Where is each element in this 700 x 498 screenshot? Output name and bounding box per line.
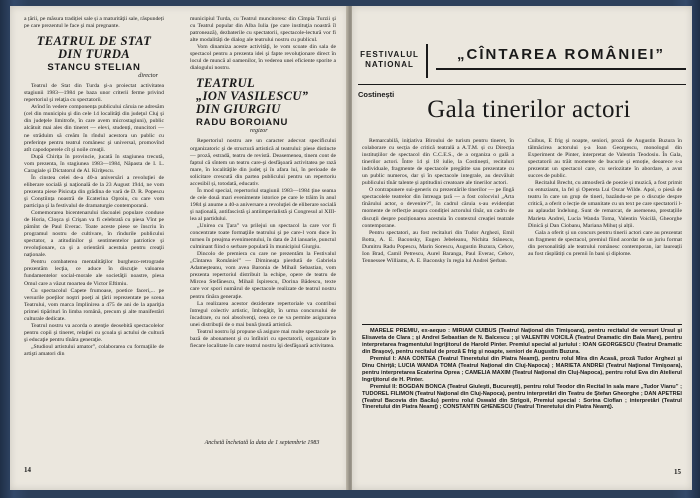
article2-author: RADU BOROIANU [196, 117, 289, 129]
survey-footnote: Anchetă încheiată la data de 1 septembrie 1983 [204, 440, 320, 446]
city-label: Costinești [358, 90, 395, 99]
intro-text: a țării, pe măsura tradiției sale și a maturităţii sale, răspundeți pe care prezentul le face şi mai pregnante. [24, 16, 164, 30]
article1-paragraph: În cinstea celei de-a 40-a aniversări a revoluţiei de eliberare socială şi naţională de la 23 August 1944, ne vom prezenta piese Pisicuţa din grădina de vară de D. R. Popescu şi Conștiința noastră de Ecaterina Oproiu, cu care vom participa şi la festivalul de dramaturgie contemporană. [24, 174, 164, 209]
gala-paragraph: Recitalul Brecht, cu atmosferă de poezie și muzică, a fost primit cu entuziasm, la fel și Opereta Lui Oscar Wilde. Apoi, o piesă de teatru în care un grup de tineri, bazându-se pe o discuție despre critică, a oferit o lecție de umanitate cu un text pe care spectatorii l-au aplaudat îndelung. Sunt de remarcat, de asemenea, prestațiile Marieta Andrei, Lucia Wanda Toma, Valentin Voicilă, Gheorghe Dinică și Dan Ciobanu, Mariana Mihuț și alții. [528, 180, 682, 229]
gala-paragraph: Gala a oferit și un concurs pentru tinerii actori care au prezentat un fragment de spectacol, premiul fiind acordat de un juriu format din personalități ale teatrului românesc contemporan, iar laureații au fost răsplătiți cu premii în bani și diplome. [528, 229, 682, 257]
right-column-1 [362, 138, 514, 265]
gala-paragraph: O contrapunere sui-generis cu prezentările tinerilor — pe lîngă spectacolele teatrelor din întreaga țară — a fost colocviul „Arta tînărului actor, o devenire?”, în cadrul căruia s-au evidențiat momente de reflecție asupra condiției actorului tînăr, un cadru de discuții despre poziționarea acestuia în contextul creației teatrale contemporane. [362, 187, 514, 229]
right-page [352, 6, 692, 490]
article1-paragraph: „Studioul artistului amator”, colaborarea cu formaţiile de artişti amatori din [24, 343, 164, 357]
article1-paragraph: Cu spectacolul Capete frumoase, poetice faceri,... pe versurile poeţilor noştri poeţi ai ţării reprezentate pe scena Teatrului, vom marca împlinirea a 475 de ani de la apariţia primei tipărituri în limba română, precum şi alte manifestări culturale dedicate. [24, 287, 164, 322]
header-divider [426, 44, 428, 78]
awards-paragraph: MARELE PREMIU, ex-aequo : MIRIAM CUIBUS (Teatrul Naţional din Timişoara), pentru recitalul de versuri Ursul şi Elisaveta de Clara ; şi Andrei Sebastian de N. Balcescu ; şi VALENTIN VOICILĂ (Teatrul Dramatic din Baia Mare), pentru interpretarea fragmentului Ingrijitorul de Harold Pinter. Premiul special al juriului : IOAN GEORGESCU (Teatrul Dramatic din Braşov), pentru recitalul de proză E frig şi noapte, seniori de Augustin Buzura. [362, 328, 682, 355]
gala-paragraph: Remarcabilă, inițiativa Biroului de turism pentru tineret, în colaborare cu secția de critică teatrală a A.T.M. și cu Direcția instituțiilor de spectacol din C.C.E.S., de a organiza o gală a tinerilor actori. Între 14 și 18 iulie, la Costinești, recitaluri individuale, fragmente de spectacole pregătite sau prezentate cu un public numeros, dar și în spectacole integrale, au dezvăluit publicului tînăr talente și aptitudini creatoare ale tinerilor actori. [362, 138, 514, 187]
continued-text-2: Vom dinamiza aceste activităţi, le vom scoate din sala de spectacol pentru a prezenta idei şi fapte revoluţionare direct în locul de muncă al oamenilor, în vederea unei eficiente sporite a dialogului nostru. [190, 44, 336, 72]
article1-paragraph: Teatrul nostru va acorda o atenţie deosebită spectacolelor pentru copii şi tineret, relaţiei cu şcoala şi actului de cultură şi educaţie pentru tînăra generaţie. [24, 322, 164, 343]
left-page [10, 6, 348, 490]
festival-label: FESTIVALUL NATIONAL [360, 50, 419, 69]
awards-paragraph: Premiul I: ANA CONTEA (Teatrul Tineretului din Piatra Neamţ), pentru rolul Mira din Acasă, proză Tudor Arghezi şi Dinu Chiriţă; LUCIA WANDA TOMA (Teatrul Naţional din Cluj-Napoca) ; MARIETA ANDREI (Teatrul Naţional Timişoara), pentru interpretarea Ecaterina Oprea ; CAMELIA MAXIM (Teatrul Naţional din Cluj-Napoca), pentru rolul Eva din Atelierul Ingrijitorul de H. Pinter. [362, 355, 682, 383]
awards-list [362, 328, 682, 411]
article2-paragraph: La realizarea acestor deziderate repertoriale va contribui întregul colectiv artistic, îmbogăţit, în urma concursului de încadrare, cu noi absolvenţi, ceea ce ne va permite asigurarea unei distribuţii de o mai bună ţinută artistică. [190, 300, 336, 328]
article1-paragraph: Teatrul de Stat din Turda şi-a proiectat activitatea stagiunii 1983—1984 pe baza unor criterii ferme privind repertoriul şi relaţia cu spectatorii. [24, 83, 164, 104]
article2-title: TEATRUL „ION VASILESCU” DIN GIURGIU [196, 76, 309, 117]
title-underline [436, 68, 686, 70]
article1-author: STANCU STELIAN [47, 62, 141, 74]
article1-title: TEATRUL DE STAT DIN TURDA [36, 34, 152, 62]
continued-text: municipiul Turda, cu Teatrul muncitoresc din Cîmpia Turzii şi cu Teatrul popular din Alba Iulia (pe care instituţia noastră îl patronează), dezbaterile cu spectatorii, spectacole-lectură vor fi alte modalități de dialog ale teatrului nostru cu publicul. [190, 16, 336, 44]
article1-role: director [138, 72, 158, 80]
article1-paragraph: După Chirița în provincie, jucată în stagiunea trecută, vom prezenta, în stagiunea 1983—1984, Năpasta de I. L. Caragiale şi Dictatorul de Al. Kiriţescu. [24, 153, 164, 174]
article2-paragraph: Dincolo de premiera cu care ne prezentăm la Festivalul „Cîntarea României” — Dimineaţa pierdută de Gabriela Adameşteanu, vom avea Baronia de Mihail Sebastian, vom prezenta repertoriul distribuit la echipe, opere de teatru de Mircea Stefănescu, Mihail Ispirescu, Dorina Bădescu, texte care vor spori numărul de spectacole realizate de teatrul nostru pentru tînăra generaţie. [190, 251, 336, 300]
section-rule [358, 84, 686, 85]
article1-paragraph: Comemorarea bicentenarului răscoalei populare conduse de Horia, Cloşca şi Crişan va fi celebrată cu piesa Vînt pe pămînt de Paul Everac. Toate aceste piese se înscriu în programul nostru de cultivare, în rîndurile publicului spectator, a atitudinilor şi sentimentelor patriotice şi revoluţionare, ca şi a orientării acestuia pentru creaţii naţionale. [24, 210, 164, 259]
left-column-1 [24, 16, 164, 358]
page-number-right: 15 [674, 468, 681, 476]
awards-paragraph: Premiul II: BOGDAN BONCA (Teatrul Giuleşti, Bucureşti), pentru rolul Teodor din Recital în sala mare „Tudor Vianu” ; TUDOREL FILIMON (Teatrul Naţional din Cluj-Napoca), pentru interpretări din Teatru de Ştefan Gheorghe ; DAN APETREI (Teatrul Bacovia din Bacău) pentru rolul Oswald din Strigoii, Premiul special : Sorina Cioflan ; interpretări (Teatrul Tineretului din Piatra Neamţ) ; CONSTANTIN GHENESCU (Teatrul Tineretului din Piatra Neamţ). [362, 383, 682, 411]
article-headline: Gala tinerilor actori [427, 96, 631, 123]
gala-paragraph: Pentru spectatori, au fost recitaluri din Tudor Arghezi, Emil Botta, A. E. Baconsky, Eugen Jebeleanu, Nichita Stănescu, Dumitru Radu Popescu, Marin Sorescu, Augustin Buzura, Cehov, Ion Brad, Camil Petrescu, Aurel Baranga, Paul Everac, Cehov, Tennessee Williams, A. E. Baconsky în regia lui Andrei Şerban. [362, 229, 514, 264]
page-number-left: 14 [24, 466, 31, 474]
left-column-2 [190, 16, 336, 350]
article1-paragraph: Avînd în vedere componența publicului căruia ne adresăm (cel din municipiu şi din cele 14 localităţi din judeţul Cluj şi din judeţele limitrofe, în care avem microstagiuni), public alcătuit mai ales din tineret — elevi, studenți, muncitori — ne străduim să creăm în rîndul acestora un public cu preferințe pentru teatrul românesc şi universal, promovînd atît capodoperele cît şi noile creaţii. [24, 104, 164, 153]
awards-rule [362, 324, 682, 325]
article2-paragraph: În mod special, repertoriul stagiunii 1983—1984 ţine seama de cele două mari evenimente istorice pe care le trăim în anul 1984 şi anume a 40-a aniversare a revoluţiei de eliberare socială şi naţională, antifascistă şi antiimperialistă şi Congresul al XIII-lea al partidului. [190, 187, 336, 222]
article2-paragraph: „Unirea cu Ţara” va prilejui un spectacol la care vor fi concentrate toate formaţiile teatrului şi pe care-l vom duce în turneu în preajma evenimentului, în data de 24 ianuarie, punctul culminant fiind o serbare populară în municipiul Giurgiu. [190, 223, 336, 251]
article2-paragraph: Teatrul nostru îşi propune să asigure mai multe spectacole pe bază de abonament şi cu întîlniri cu spectatorii, organizate în fiecare localitate în care teatrul nostru îşi desfăşoară activitatea. [190, 328, 336, 349]
gala-paragraph: Cuibus, E frig și noapte, seniori, proză de Augustin Buzura în tălmăcirea actorului ș-a Ioan Georgescu, monologul din Experiment de Pinter, interpretat de Valentin Teodosiu. În Gala, spectatorii au trăit momente de bucurie și emoție, deoarece s-a prezentat un spectacol care, cu seriozitate în abordare, a avut succes de public. [528, 138, 682, 180]
article1-paragraph: Pentru combaterea mentalităţilor burghezo-retrograde prezentăm lecţia, ce aduce în discuţie valoarea fundamentelor social-morale ale societăţii noastre, piesa Omul care a văzut moartea de Victor Eftimiu. [24, 259, 164, 287]
right-column-2 [528, 138, 682, 258]
article2-paragraph: Repertoriul nostru are un caracter adecvat specificului organizatoric şi de structură artistică al teatrului: piese distincte — proză, estradă, teatru de revistă. Deasemenea, tinem cont de faptul că sîntem un teatru care-şi desfăşoară activitatea pe rază mare, în localităţile din judeţ şi în afara lui, în perioade de solicitare crescută din partea publicului pentru un repertoriu accesibil și, totodată, educativ. [190, 138, 336, 187]
festival-title: „CÎNTAREA ROMÂNIEI” [457, 46, 665, 63]
article2-role: regizor [250, 127, 268, 135]
